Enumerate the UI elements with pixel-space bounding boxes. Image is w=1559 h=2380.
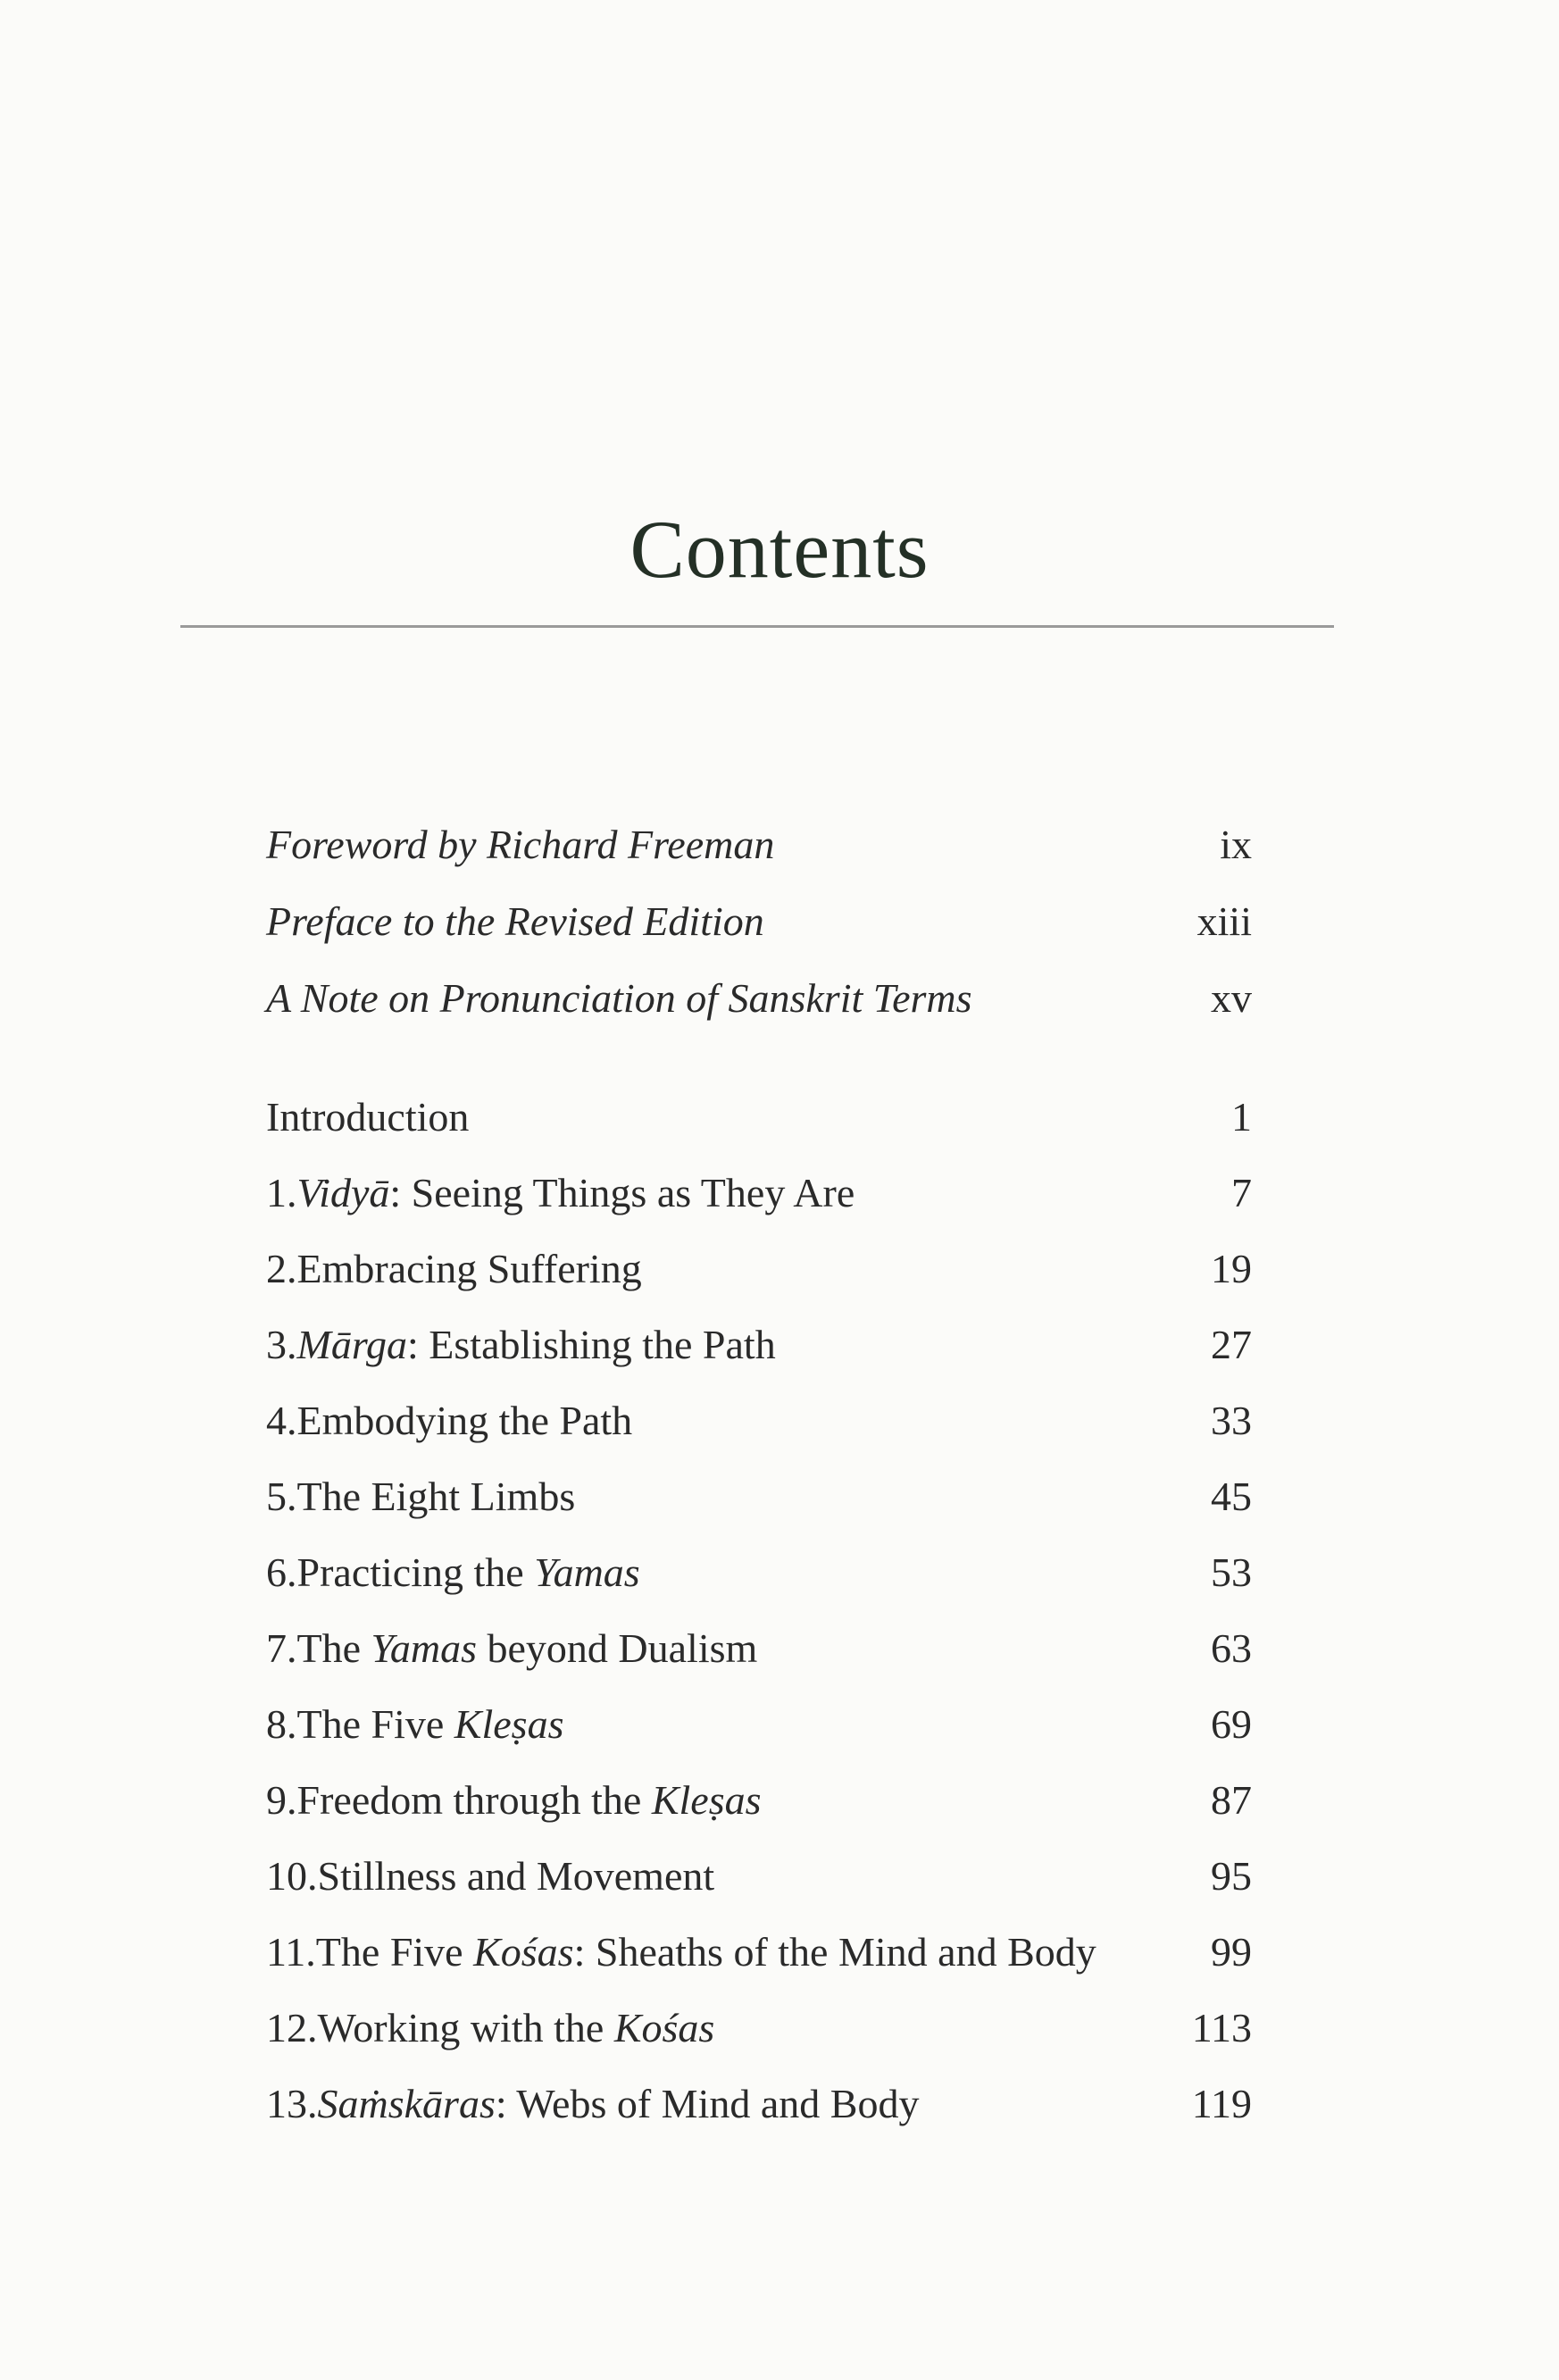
toc-entry-page: 99: [1211, 1929, 1252, 1975]
toc-entry-page: 1: [1231, 1094, 1252, 1140]
chapter-title-text: Working with the: [317, 2005, 614, 2050]
toc-entry-title: A Note on Pronunciation of Sanskrit Terms: [266, 975, 972, 1021]
chapter-number: 6.: [266, 1549, 297, 1595]
toc-entry-page: 87: [1211, 1777, 1252, 1823]
toc-entry-chapter[interactable]: [266, 1314, 1252, 1376]
toc-entry-chapter[interactable]: [266, 1845, 1252, 1908]
toc-entry-title: [266, 2073, 919, 2135]
toc-entry-title: Introduction: [266, 1094, 470, 1140]
toc-entry-title: [266, 1162, 855, 1224]
chapter-number: 5.: [266, 1474, 297, 1519]
chapter-number: 13.: [266, 2081, 318, 2126]
toc-entry-title: [266, 1466, 575, 1528]
chapter-title-text: The Eight Limbs: [296, 1474, 576, 1519]
toc-entry-page: 27: [1211, 1322, 1252, 1367]
chapter-title-text: The Five: [315, 1929, 474, 1975]
toc-entry-chapter[interactable]: [266, 1693, 1252, 1756]
chapter-title-text: : Sheaths of the Mind and Body: [573, 1929, 1096, 1975]
chapter-title-text: Stillness and Movement: [317, 1853, 715, 1899]
chapter-title-sanskrit: Kośas: [473, 1929, 574, 1975]
toc-entry-chapter[interactable]: [266, 1162, 1252, 1224]
chapter-title-text: The: [296, 1625, 371, 1671]
toc-entry-title: [266, 1693, 563, 1756]
chapter-title-text: : Webs of Mind and Body: [495, 2081, 920, 2126]
toc-entry-page: 63: [1211, 1625, 1252, 1671]
chapter-title-text: beyond Dualism: [477, 1625, 758, 1671]
toc-entry-title: [266, 1845, 714, 1908]
toc-entry-title: Foreword by Richard Freeman: [266, 822, 775, 867]
toc-entry-chapter[interactable]: [266, 1541, 1252, 1604]
toc-entry-title: [266, 1997, 714, 2059]
toc-entry-page: 33: [1211, 1398, 1252, 1443]
toc-entry-title: [266, 1921, 1096, 1983]
toc-entry-title: [266, 1541, 640, 1604]
toc-entry-page: xiii: [1196, 898, 1252, 944]
toc-entry-page: 7: [1231, 1170, 1252, 1215]
chapter-number: 8.: [266, 1701, 297, 1747]
toc-entry-chapter[interactable]: [266, 1997, 1252, 2059]
toc-entry-title: [266, 1390, 632, 1452]
chapter-title-text: The Five: [296, 1701, 454, 1747]
chapter-number: 9.: [266, 1777, 297, 1823]
chapter-title-text: Embracing Suffering: [296, 1246, 642, 1291]
chapter-title-sanskrit: Vidyā: [296, 1170, 390, 1215]
chapter-title-text: Practicing the: [296, 1549, 535, 1595]
toc-entry-chapter[interactable]: [266, 1390, 1252, 1452]
toc-entry-title: [266, 1769, 762, 1832]
chapter-title-sanskrit: Kleṣas: [454, 1701, 564, 1747]
toc-entry-page: 119: [1191, 2081, 1252, 2126]
title-rule: [180, 625, 1334, 628]
toc-entry-pronunciation-note[interactable]: [266, 967, 1252, 1030]
chapter-title-text: : Seeing Things as They Are: [389, 1170, 855, 1215]
chapter-number: 4.: [266, 1398, 297, 1443]
toc-entry-title: Preface to the Revised Edition: [266, 898, 764, 944]
toc-entry-chapter[interactable]: [266, 2073, 1252, 2135]
toc-entry-preface[interactable]: [266, 890, 1252, 953]
chapter-number: 1.: [266, 1170, 297, 1215]
toc-entry-page: 113: [1191, 2005, 1252, 2050]
chapter-number: 11.: [266, 1929, 316, 1975]
toc-entry-chapter[interactable]: [266, 1238, 1252, 1300]
toc-entry-page: ix: [1220, 822, 1252, 867]
chapter-title-text: Freedom through the: [296, 1777, 652, 1823]
toc-entry-title: [266, 1617, 757, 1680]
chapter-title-sanskrit: Mārga: [296, 1322, 408, 1367]
chapter-title-sanskrit: Yamas: [371, 1625, 477, 1671]
chapter-number: 3.: [266, 1322, 297, 1367]
toc-entry-page: 19: [1211, 1246, 1252, 1291]
chapter-title-sanskrit: Kośas: [613, 2005, 715, 2050]
toc-entry-chapter[interactable]: [266, 1921, 1252, 1983]
chapter-number: 10.: [266, 1853, 318, 1899]
toc-entry-chapter[interactable]: [266, 1769, 1252, 1832]
page-title: Contents: [629, 504, 930, 595]
toc-entry-introduction[interactable]: [266, 1086, 1252, 1148]
toc-entry-title: [266, 1238, 642, 1300]
chapter-title-sanskrit: Saṁskāras: [317, 2081, 496, 2126]
chapter-title-sanskrit: Kleṣas: [651, 1777, 762, 1823]
chapter-title-text: Embodying the Path: [296, 1398, 633, 1443]
toc-entry-page: 95: [1211, 1853, 1252, 1899]
toc-entry-foreword[interactable]: [266, 814, 1252, 876]
toc-entry-title: [266, 1314, 776, 1376]
toc-entry-page: 45: [1211, 1474, 1252, 1519]
toc-entry-chapter[interactable]: [266, 1617, 1252, 1680]
toc-entry-chapter[interactable]: [266, 1466, 1252, 1528]
chapter-number: 12.: [266, 2005, 318, 2050]
toc-entry-page: 69: [1211, 1701, 1252, 1747]
chapter-title-sanskrit: Yamas: [534, 1549, 640, 1595]
chapter-number: 2.: [266, 1246, 297, 1291]
toc-entry-page: xv: [1211, 975, 1252, 1021]
toc-entry-page: 53: [1211, 1549, 1252, 1595]
chapter-title-text: : Establishing the Path: [407, 1322, 776, 1367]
chapter-number: 7.: [266, 1625, 297, 1671]
